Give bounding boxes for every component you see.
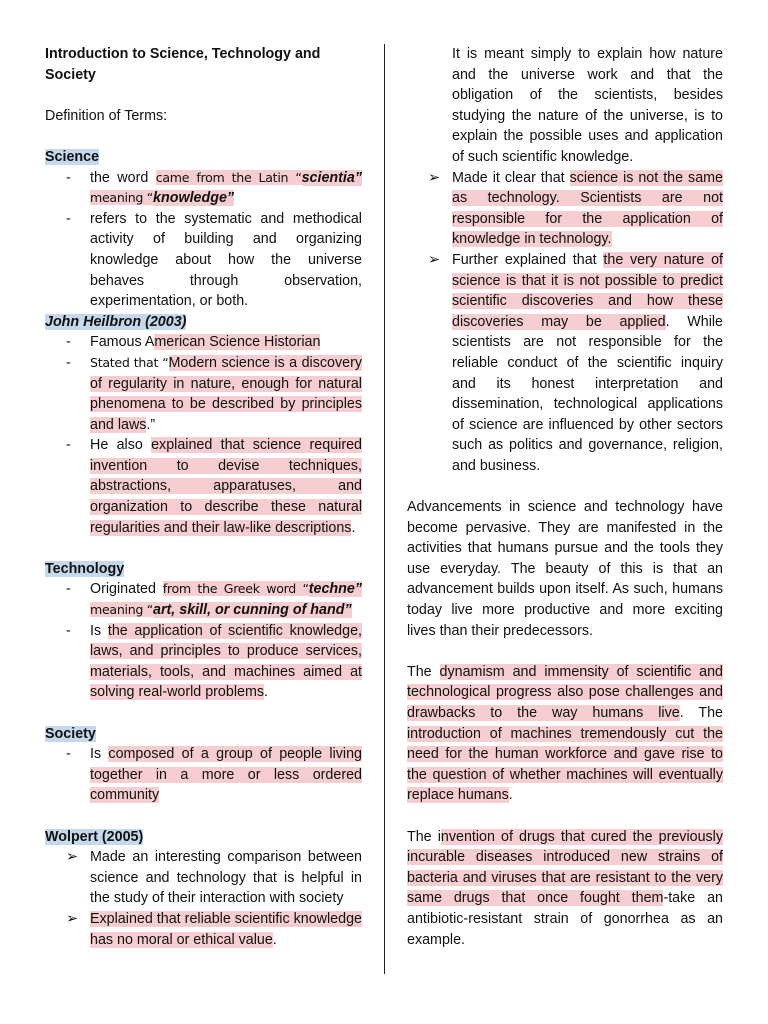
list-item: - Originated from the Greek word “techne” meaning “art, skill, or cunning of hand” [66,581,362,619]
dash-marker: - [66,437,71,454]
technology-heading: Technology [45,560,125,577]
dash-marker: - [66,210,71,227]
paragraph-advancements: Advancements in science and technology have become pervasive. They are manifested in the activities that humans pursue and the tools they use everyday. The beauty of this is that an advancement builds upon itself. As such, humans today live more productive and more exciting lives than their predecessors. [407,499,723,639]
left-column [45,44,362,950]
right-column [407,44,723,950]
wolpert-continuation: It is meant simply to explain how nature and the universe work and that the obligation of the scientists, besides studying the nature of the universe, is to explain the possible uses and application of such scientific knowledge. [452,46,723,165]
document-title: Introduction to Science, Technology and Society [45,46,321,83]
wolpert-heading: Wolpert (2005) [45,828,144,845]
paragraph-drugs: The invention of drugs that cured the previously incurable diseases introduced new strains of bacteria and viruses that are resistant to the very same drugs that once fought them-take an antibiotic-resistant strain of gonorrhea as an example. [407,828,723,948]
arrow-marker: ➢ [66,910,78,927]
dash-marker: - [66,622,71,639]
list-item: ➢ Further explained that the very nature of science is that it is not possible to predict scientific discoveries and how these discoveries may be applied. While scientists are not responsible for the reliable conduct of the scientific inquiry and its honest interpretation and dissemination, technological applications of science are influenced by other sectors such as politics and governance, religion, and business. [428,251,723,474]
heilbron-section [45,312,362,539]
paragraph-dynamism: The dynamism and immensity of scientific and technological progress also pose challenges and drawbacks to the way humans live. The introduction of machines tremendously cut the need for the human workforce and gave rise to the question of whether machines will eventually replace humans. [407,663,723,804]
dash-marker: - [66,169,71,186]
list-item: ➢ Made an interesting comparison between science and technology that is helpful in the study of their interaction with society [66,849,362,907]
dash-marker: - [66,581,71,598]
dash-marker: - [66,746,71,763]
heilbron-heading: John Heilbron (2003) [45,313,187,330]
list-item: - He also explained that science required invention to devise techniques, abstractions, apparatuses, and organization to describe these natural regularities and their law-like descriptions. [66,437,362,536]
list-item: - refers to the systematic and methodical activity of building and organizing knowledge about how the universe behaves through observation, experimentation, or both. [66,210,362,310]
list-item: - Is the application of scientific knowledge, laws, and principles to produce services, materials, tools, and machines aimed at solving real-world problems. [66,622,362,701]
technology-section [45,559,362,703]
list-item: ➢ Explained that reliable scientific knowledge has no moral or ethical value. [66,910,362,948]
list-item: - Is composed of a group of people living together in a more or less ordered community [66,746,363,804]
society-heading: Society [45,725,96,742]
arrow-marker: ➢ [66,849,78,866]
science-section [45,147,362,312]
society-section [45,724,362,806]
dash-marker: - [66,334,71,351]
science-heading: Science [45,148,100,165]
dash-marker: - [66,354,71,371]
wolpert-section [45,827,362,951]
arrow-marker: ➢ [428,251,440,268]
definition-label: Definition of Terms: [45,107,168,124]
column-divider [384,44,385,974]
list-item: - Famous American Science Historian [45,332,362,353]
arrow-marker: ➢ [428,169,440,186]
list-item: ➢ Made it clear that science is not the same as technology. Scientists are not responsible for the application of knowledge in technology. [428,169,723,248]
list-item: - the word came from the Latin “scientia” meaning “knowledge” [66,169,362,207]
list-item: - Stated that “Modern science is a discovery of regularity in nature, enough for natural phenomena to be described by principles and laws.” [66,354,362,433]
